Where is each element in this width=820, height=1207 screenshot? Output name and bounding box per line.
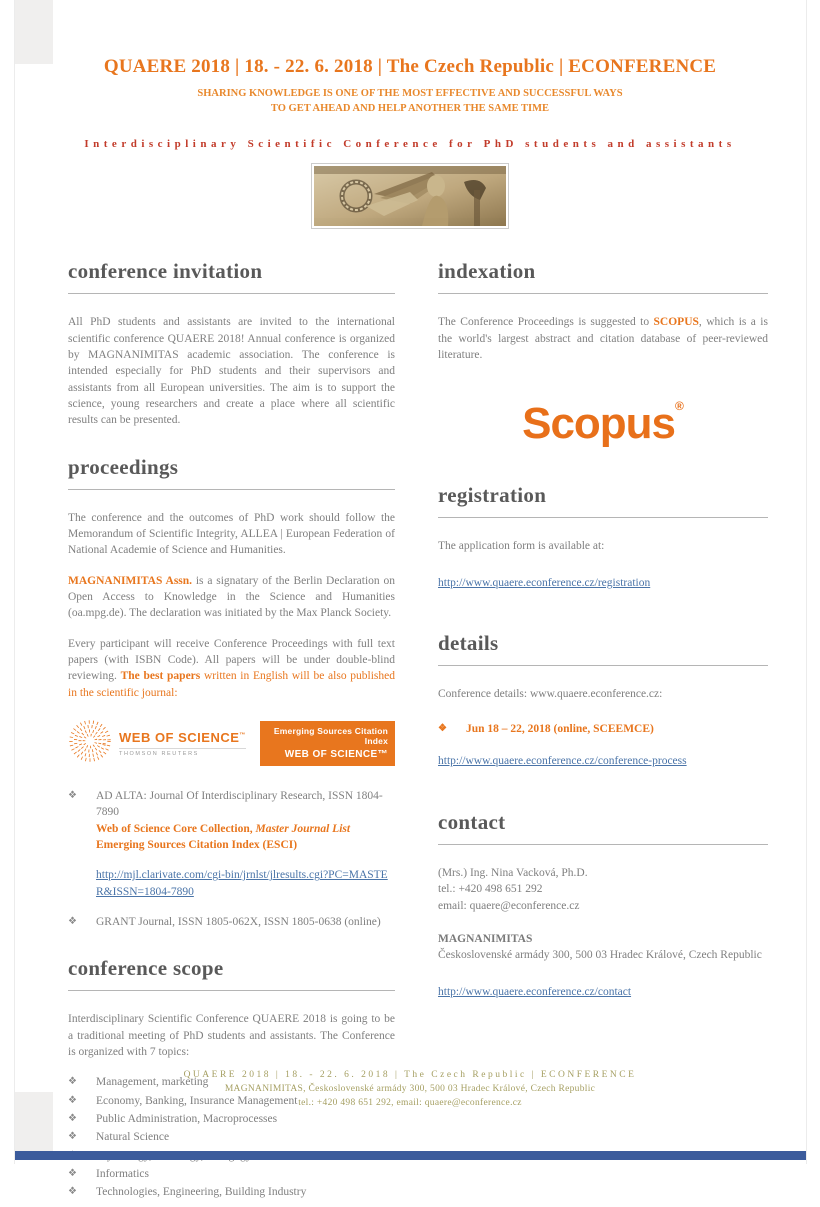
ad-alta-line-1: AD ALTA: Journal Of Interdisciplinary Research, ISSN 1804-7890 (96, 790, 383, 819)
conference-date-item (438, 721, 768, 737)
ad-alta-journal-text (96, 788, 395, 853)
topic-item (68, 1129, 395, 1145)
details-intro: Conference details: www.quaere.econference.cz: (438, 688, 663, 701)
magnanimitas-assn-label: MAGNANIMITAS Assn. (68, 574, 193, 587)
section-heading-contact: contact (438, 809, 506, 834)
section-heading-registration: registration (438, 483, 547, 508)
divider (438, 844, 768, 845)
section-heading-conference-invitation: conference invitation (68, 259, 263, 284)
divider (438, 293, 768, 294)
scopus-logo (438, 399, 768, 449)
clarivate-mjl-link[interactable]: http://mjl.clarivate.com/cgi-bin/jrnlst/jlresults.cgi?PC=MASTER&ISSN=1804-7890 (96, 869, 388, 898)
journals-list (68, 788, 395, 930)
web-of-science-logo (68, 719, 246, 768)
list-item-grant-journal (68, 914, 395, 930)
esci-label: Emerging Sources Citation Index (ESCI) (96, 839, 298, 851)
topic-label: Public Administration, Macroprocesses (96, 1112, 278, 1125)
scope-intro-paragraph: Interdisciplinary Scientific Conference QUAERE 2018 is going to be a traditional meeting of PhD students and assistants. The Conference is organized with 7 topics: (68, 1013, 395, 1058)
footer-address-line: MAGNANIMITAS, Československé armády 300, 500 03 Hradec Králové, Czech Republic (224, 1084, 596, 1094)
contact-phone: tel.: +420 498 651 292 (438, 883, 543, 896)
topic-label: Informatics (96, 1167, 150, 1180)
divider (68, 293, 395, 294)
invitation-paragraph: All PhD students and assistants are invited to the international scientific conference QUAERE 2018! Annual conference is organized by MAGNANIMITAS academic association. The conference is intended especially for PhD students and their supervisors and assistants from all European universities. The aim is to support the science, young researchers and create a place where all scientific results can be presented. (68, 316, 395, 427)
conference-motto (0, 86, 820, 116)
indexation-text-a: The Conference Proceedings is suggested to (438, 316, 654, 329)
topic-item (68, 1184, 395, 1200)
diamond-bullet-icon: ❖ (68, 1186, 77, 1198)
web-of-science-swirl-icon (68, 719, 112, 768)
proceedings-paragraph-1: The conference and the outcomes of PhD work should follow the Memorandum of Scientific Integrity, ALLEA | European Federation of National Academie of Science and Humanities. (68, 511, 395, 557)
diamond-bullet-icon: ❖ (68, 1076, 77, 1088)
diamond-bullet-icon: ❖ (438, 723, 447, 735)
diamond-bullet-icon: ❖ (68, 1112, 77, 1124)
scopus-wordmark: Scopus (522, 399, 676, 449)
section-heading-indexation: indexation (438, 259, 536, 284)
conference-date-text: Jun 18 – 22, 2018 (online, SCEEMCE) (466, 723, 654, 736)
esci-badge-line-1: Emerging Sources Citation Index (273, 726, 388, 747)
diamond-bullet-icon: ❖ (68, 1131, 77, 1143)
registration-intro: The application form is available at: (438, 540, 605, 553)
page-right-border (806, 0, 807, 1164)
best-papers-label: The best papers (120, 670, 201, 683)
wos-trademark-symbol: ™ (239, 732, 246, 739)
header (0, 0, 820, 231)
contact-organization: MAGNANIMITAS (438, 932, 533, 945)
proceedings-paragraph-3-orange: written in English will be also published in the scientific journal: (68, 670, 396, 699)
left-column (68, 259, 395, 1206)
proceedings-paragraph-2 (68, 573, 395, 622)
scopus-registered-symbol: ® (675, 399, 684, 414)
topic-label: Technologies, Engineering, Building Industry (96, 1186, 307, 1199)
divider (438, 665, 768, 666)
divider (438, 517, 768, 518)
indexation-paragraph (438, 314, 768, 363)
conference-title: QUAERE 2018 | 18. - 22. 6. 2018 | The Czech Republic | ECONFERENCE (103, 56, 717, 77)
motto-line-2: TO GET AHEAD AND HELP ANOTHER THE SAME TIME (270, 103, 550, 115)
conference-tagline: Interdisciplinary Scientific Conference for PhD students and assistants (84, 138, 736, 151)
right-column (438, 259, 768, 1206)
diamond-bullet-icon: ❖ (68, 1167, 77, 1179)
list-item-ad-alta (68, 788, 395, 853)
proceedings-paragraph-3 (68, 636, 395, 701)
esci-badge-line-2: WEB OF SCIENCE™ (284, 749, 388, 761)
topic-item (68, 1111, 395, 1127)
divider (68, 990, 395, 991)
topic-label: Natural Science (96, 1131, 170, 1144)
contact-address: Československé armády 300, 500 03 Hradec Králové, Czech Republic (438, 949, 762, 962)
top-left-gray-strip (15, 0, 53, 64)
web-of-science-wordmark (119, 730, 246, 757)
section-heading-details: details (438, 631, 499, 656)
diamond-bullet-icon: ❖ (68, 1094, 77, 1106)
page-left-border (14, 0, 15, 1164)
contact-email: email: quaere@econference.cz (438, 900, 580, 913)
section-heading-conference-scope: conference scope (68, 956, 224, 981)
conference-process-link[interactable]: http://www.quaere.econference.cz/conference-process (438, 755, 687, 768)
bottom-blue-bar (15, 1151, 806, 1160)
topic-label: Economy, Banking, Insurance Management (96, 1094, 298, 1107)
footer-conference-line: QUAERE 2018 | 18. - 22. 6. 2018 | The Czech Republic | ECONFERENCE (183, 1070, 637, 1080)
thomson-reuters-label: THOMSON REUTERS (119, 748, 246, 757)
proceedings-paragraph-3-normal: Every participant will receive Conference Proceedings with full text papers (with ISBN Code). All papers will be under double-blind reviewing. (68, 637, 395, 683)
divider (68, 489, 395, 490)
grant-journal-text: GRANT Journal, ISSN 1805-062X, ISSN 1805-0638 (online) (96, 915, 381, 928)
diamond-bullet-icon: ❖ (68, 915, 77, 927)
wos-wordmark-text: WEB OF SCIENCE (119, 730, 240, 746)
wos-core-collection-label: Web of Science Core Collection, (96, 822, 256, 835)
esci-badge (260, 721, 395, 766)
scopus-label: SCOPUS (653, 316, 699, 329)
indexation-text-c: , which is a is the world's largest abstract and citation database of peer-reviewed literature. (438, 316, 768, 362)
footer (0, 1070, 820, 1108)
topic-item (68, 1166, 395, 1182)
contact-link[interactable]: http://www.quaere.econference.cz/contact (438, 986, 632, 999)
topic-label: Management, marketing (96, 1076, 209, 1089)
hero-relief-image (311, 163, 509, 229)
registration-link[interactable]: http://www.quaere.econference.cz/registration (438, 577, 651, 590)
journal-logos-row (68, 719, 395, 768)
footer-contact-line: tel.: +420 498 651 292, email: quaere@econference.cz (298, 1098, 522, 1108)
proceedings-paragraph-2-rest: is a signatary of the Berlin Declaration on Open Access to Knowledge in the Science and Humanities (oa.mpg.de). The declaration was initiated by the Max Planck Society. (68, 574, 395, 620)
diamond-bullet-icon: ❖ (68, 790, 77, 802)
contact-name: (Mrs.) Ing. Nina Vacková, Ph.D. (438, 866, 588, 879)
master-journal-list-label: Master Journal List (255, 822, 351, 835)
motto-line-1: SHARING KNOWLEDGE IS ONE OF THE MOST EFFECTIVE AND SUCCESSFUL WAYS (197, 88, 623, 99)
section-heading-proceedings: proceedings (68, 454, 179, 479)
